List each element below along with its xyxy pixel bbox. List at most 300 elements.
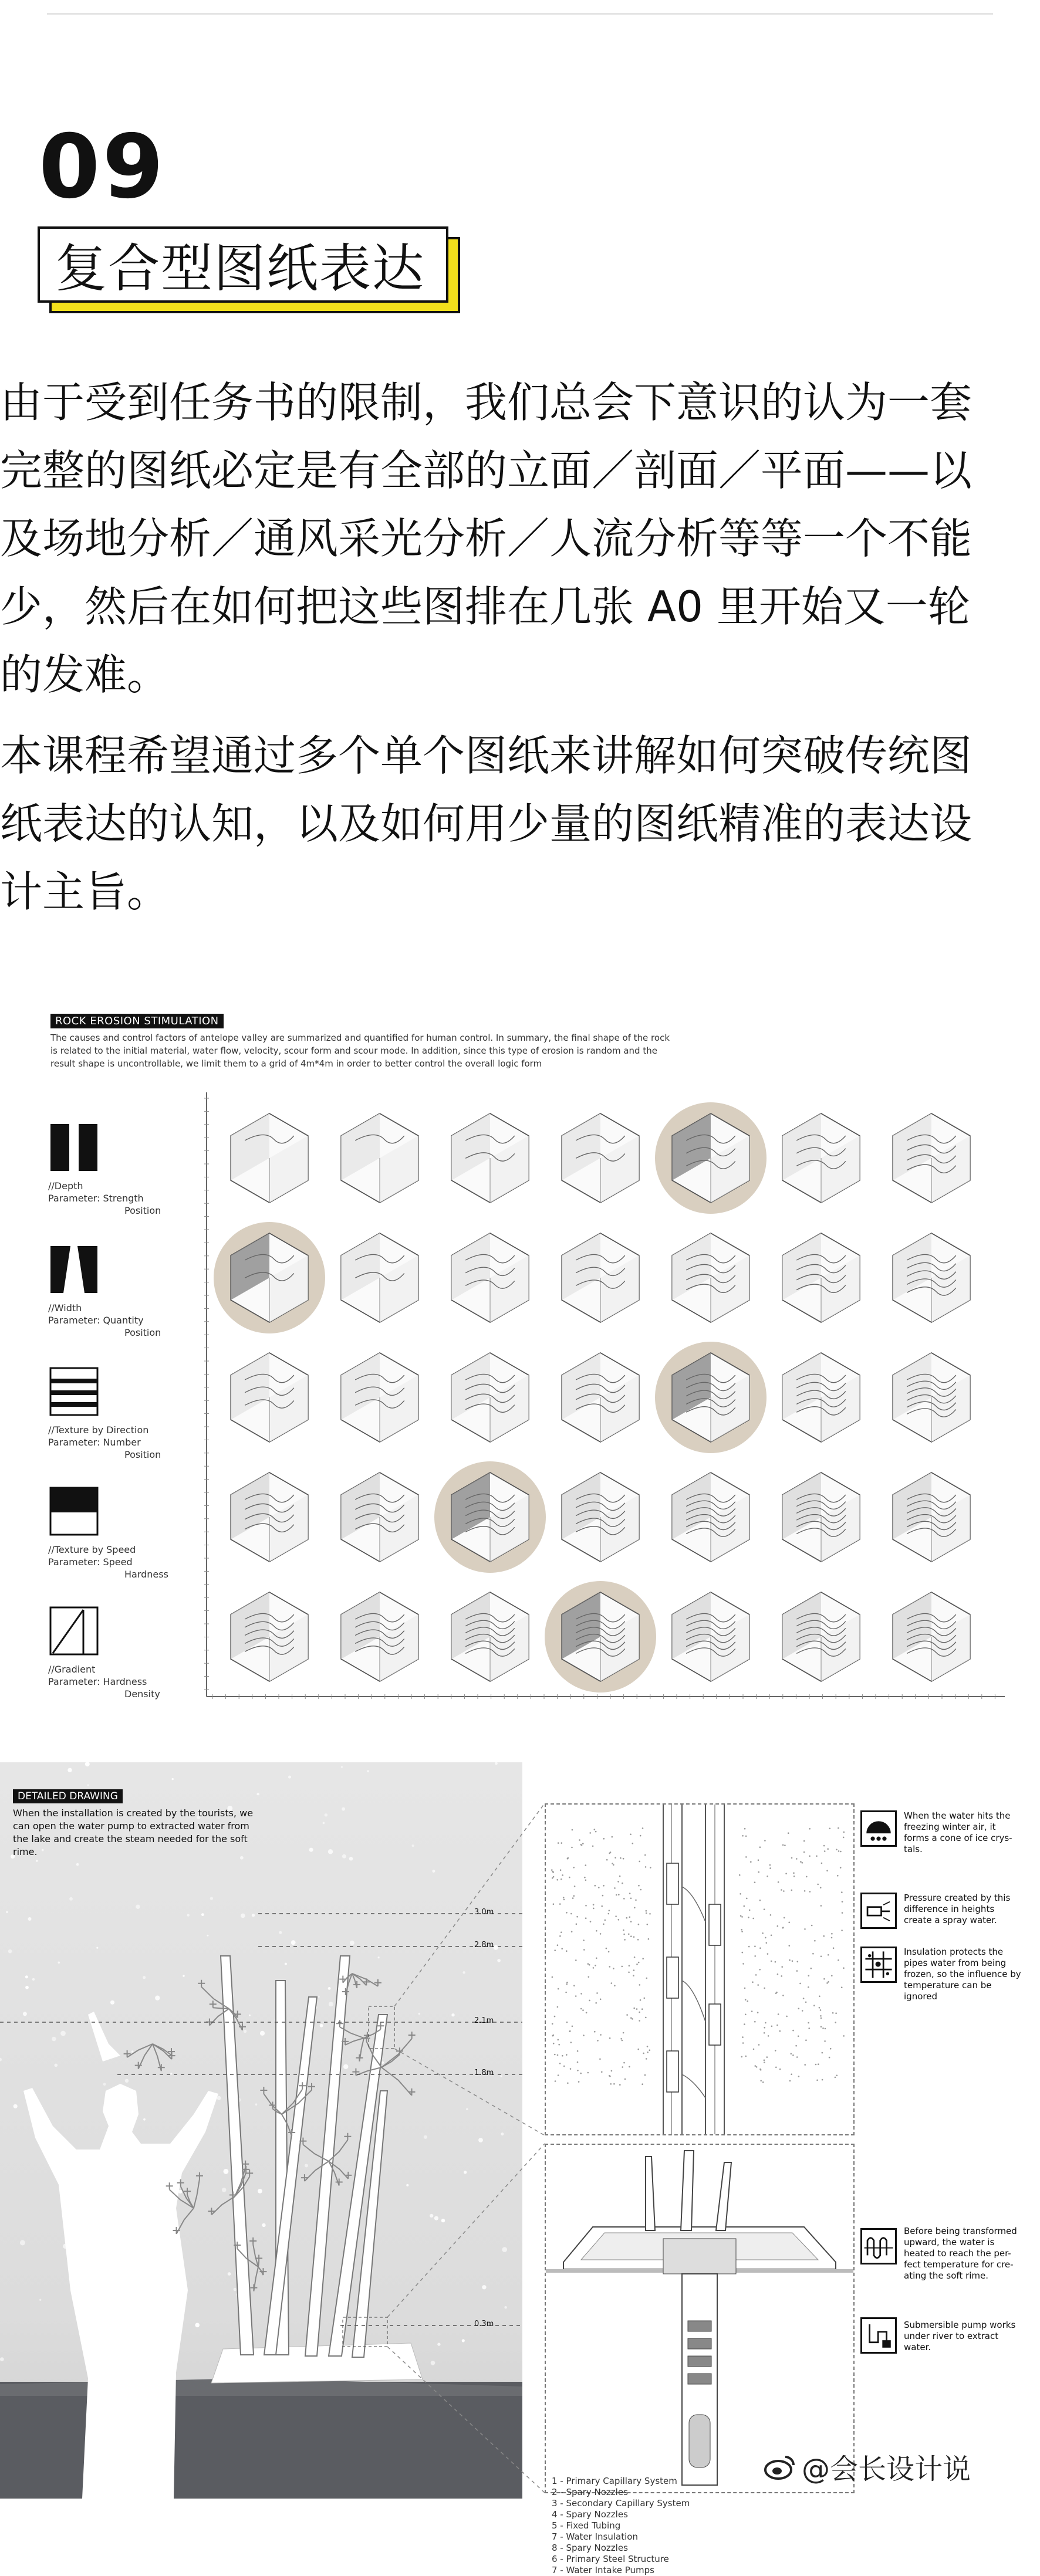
frost-speckle xyxy=(791,2053,792,2055)
figure-description: The causes and control factors of antelope valley are summarized and quantified for human control. In summary, the final shape of the rock is related to the initial material, water flow, velocity, scour form and scour mode. In addition, since this type of erosion is random and the result shape is uncontrollable, we limit them to a grid of 4m*4m in order to better control the overall logic form xyxy=(50,1033,670,1069)
frost-speckle xyxy=(796,1858,798,1860)
frost-speckle xyxy=(645,1866,647,1868)
frost-speckle xyxy=(615,1915,617,1917)
frost-speckle xyxy=(802,1862,803,1864)
frost-speckle xyxy=(561,1842,563,1844)
frost-speckle xyxy=(791,1890,793,1891)
frost-speckle xyxy=(646,1978,648,1979)
texture-speed-icon xyxy=(48,1485,100,1537)
frost-speckle xyxy=(824,1850,826,1852)
frost-speckle xyxy=(762,2081,764,2083)
frost-speckle xyxy=(781,1975,782,1977)
frost-speckle xyxy=(747,2000,748,2002)
frost-speckle xyxy=(776,2025,778,2026)
frost-speckle xyxy=(579,1839,580,1841)
frost-speckle xyxy=(782,1995,784,1996)
frost-speckle xyxy=(569,1877,570,1878)
frost-speckle xyxy=(785,1873,787,1874)
detailed-drawing-figure xyxy=(0,1762,1040,2575)
frost-speckle xyxy=(563,1897,565,1898)
hexagon-cell xyxy=(434,1461,546,1573)
paragraph-line: 完整的图纸必定是有全部的立面／剖面／平面——以 xyxy=(0,446,973,495)
frost-speckle xyxy=(559,1935,561,1937)
frost-speckle xyxy=(741,1929,742,1931)
gradient-icon xyxy=(48,1605,100,1657)
frost-speckle xyxy=(812,1953,814,1955)
frost-speckle xyxy=(740,1893,741,1895)
legend-line: Parameter: Number xyxy=(48,1437,141,1448)
frost-speckle xyxy=(630,1898,632,1900)
frost-speckle xyxy=(788,1922,790,1924)
frost-speckle xyxy=(646,1912,647,1914)
paragraph-line: 纸表达的认知，以及如何用少量的图纸精准的表达设 xyxy=(0,799,973,848)
hexagon-cell xyxy=(782,1353,860,1442)
hexagon-cell xyxy=(231,1473,308,1562)
hexagon-cell xyxy=(341,1353,418,1442)
frost-speckle xyxy=(814,1940,816,1942)
frost-speckle xyxy=(636,1964,638,1965)
frost-speckle xyxy=(590,1921,592,1922)
legend-line: Parameter: Strength xyxy=(48,1193,144,1204)
frost-speckle xyxy=(764,1988,765,1989)
legend-line: Parameter: Quantity xyxy=(48,1315,144,1326)
frost-speckle xyxy=(782,1844,784,1846)
frost-speckle xyxy=(842,1901,843,1903)
frost-speckle xyxy=(803,1998,805,1999)
frost-speckle xyxy=(808,1975,810,1977)
frost-speckle xyxy=(754,2021,756,2023)
frost-speckle xyxy=(798,2076,800,2077)
frost-speckle xyxy=(576,1923,578,1925)
frost-speckle xyxy=(842,1912,843,1914)
frost-speckle xyxy=(559,2063,561,2064)
frost-speckle xyxy=(570,2042,572,2043)
frost-speckle xyxy=(557,2006,559,2008)
depth-icon xyxy=(48,1122,100,1173)
frost-speckle xyxy=(618,1894,620,1895)
author-credit[interactable] xyxy=(764,2446,971,2487)
legend-line: Position xyxy=(124,1327,161,1338)
frost-speckle xyxy=(809,1828,811,1830)
frost-speckle xyxy=(557,2054,559,2056)
frost-speckle xyxy=(835,2012,837,2014)
legend-texture-speed xyxy=(48,1485,207,1580)
frost-speckle xyxy=(595,1831,597,1833)
frost-speckle xyxy=(779,2030,781,2032)
frost-speckle xyxy=(623,1934,625,1935)
legend-line: Parameter: Speed xyxy=(48,1556,133,1568)
frost-speckle xyxy=(637,2049,639,2050)
frost-speckle xyxy=(558,2039,559,2041)
hexagon-cell xyxy=(672,1592,749,1681)
frost-speckle xyxy=(573,1867,575,1868)
frost-speckle xyxy=(820,1905,822,1907)
frost-speckle xyxy=(587,2072,589,2074)
frost-speckle xyxy=(771,2026,773,2027)
frost-speckle xyxy=(768,2035,769,2037)
ice-cone-icon xyxy=(860,1810,897,1847)
frost-speckle xyxy=(748,1917,749,1918)
frost-speckle xyxy=(819,1996,820,1998)
frost-speckle xyxy=(762,1932,764,1934)
frost-speckle xyxy=(558,2044,560,2046)
frost-speckle xyxy=(614,1985,616,1987)
hexagon-cell xyxy=(451,1113,529,1203)
frost-speckle xyxy=(822,2079,823,2081)
frost-speckle xyxy=(596,1930,597,1932)
frost-speckle xyxy=(820,1956,822,1958)
drawing-title: DETAILED DRAWING xyxy=(13,1789,123,1803)
frost-speckle xyxy=(628,1934,630,1935)
frost-speckle xyxy=(802,2010,803,2012)
paragraph-line: 的发难。 xyxy=(0,650,170,699)
frost-speckle xyxy=(599,2059,601,2060)
frost-speckle xyxy=(824,2040,826,2042)
frost-speckle xyxy=(563,2066,565,2067)
frost-speckle xyxy=(639,1984,641,1986)
note-text: Before being transformed upward, the water is heated to reach the per-fect temperature for cre-ating the soft rime. xyxy=(904,2226,1017,2281)
frost-speckle xyxy=(821,1863,823,1864)
frost-speckle xyxy=(634,1956,636,1958)
frost-speckle xyxy=(820,2009,822,2011)
frost-speckle xyxy=(841,1986,843,1988)
frost-speckle xyxy=(764,2027,765,2029)
frost-speckle xyxy=(813,2005,815,2006)
frost-speckle xyxy=(764,2062,765,2063)
paragraph-line: 少，然后在如何把这些图排在几张 A0 里开始又一轮 xyxy=(0,582,970,631)
frost-speckle xyxy=(745,2056,747,2057)
frost-speckle xyxy=(600,2034,602,2036)
parts-item: 5 - Fixed Tubing xyxy=(552,2520,621,2531)
lower-detail-panel xyxy=(545,2144,855,2493)
frost-speckle xyxy=(798,2036,799,2037)
legend-line: Position xyxy=(124,1205,161,1216)
frost-speckle xyxy=(749,1910,751,1911)
frost-speckle xyxy=(831,1975,833,1977)
submersible-pump-icon xyxy=(860,2317,897,2354)
frost-speckle xyxy=(577,2062,579,2063)
frost-speckle xyxy=(552,1871,553,1873)
legend-depth xyxy=(48,1122,207,1217)
frost-speckle xyxy=(764,1840,766,1842)
frost-speckle xyxy=(629,1917,631,1918)
frost-speckle xyxy=(745,1836,747,1837)
frost-speckle xyxy=(742,1835,744,1837)
frost-speckle xyxy=(792,2054,794,2056)
frost-speckle xyxy=(823,1845,825,1847)
frost-speckle xyxy=(640,1835,641,1837)
frost-speckle xyxy=(792,2030,794,2032)
frost-speckle xyxy=(841,1891,843,1893)
frost-speckle xyxy=(791,1857,793,1859)
frost-speckle xyxy=(840,1851,842,1853)
legend-texture-direction xyxy=(48,1366,207,1461)
frost-speckle xyxy=(792,1960,793,1962)
frost-speckle xyxy=(838,1850,840,1852)
frost-speckle xyxy=(755,1974,757,1976)
frost-speckle xyxy=(764,2059,765,2061)
hexagon-cell xyxy=(893,1113,970,1203)
frost-speckle xyxy=(552,1976,553,1978)
frost-speckle xyxy=(594,2031,596,2033)
hexagon-cell xyxy=(893,1233,970,1322)
legend-line: Density xyxy=(124,1688,160,1700)
frost-speckle xyxy=(796,1970,798,1972)
frost-speckle xyxy=(593,1904,595,1905)
frost-speckle xyxy=(551,1869,553,1871)
frost-speckle xyxy=(826,1870,828,1872)
frost-speckle xyxy=(606,1859,608,1861)
legend-line: //Width xyxy=(48,1302,82,1314)
paragraph-1 xyxy=(0,368,1040,709)
frost-speckle xyxy=(832,2012,834,2014)
frost-speckle xyxy=(589,2000,590,2002)
frost-speckle xyxy=(766,1942,768,1944)
frost-speckle xyxy=(789,2080,791,2082)
hexagon-cell xyxy=(782,1473,860,1562)
frost-speckle xyxy=(781,1889,782,1891)
frost-speckle xyxy=(811,1925,813,1927)
frost-speckle xyxy=(793,1872,795,1874)
frost-speckle xyxy=(552,1877,553,1879)
frost-speckle xyxy=(643,2053,644,2054)
frost-speckle xyxy=(836,1849,838,1851)
parts-item: 1 - Primary Capillary System xyxy=(552,2476,677,2486)
frost-speckle xyxy=(572,1897,574,1899)
top-divider xyxy=(47,13,993,15)
height-label: 3.0m xyxy=(474,1908,494,1917)
frost-speckle xyxy=(769,1867,771,1869)
frost-speckle xyxy=(554,2016,556,2018)
frost-speckle xyxy=(767,1953,769,1955)
frost-speckle xyxy=(778,2013,779,2015)
frost-speckle xyxy=(553,2043,555,2044)
frost-speckle xyxy=(795,2045,797,2047)
hexagon-cell xyxy=(562,1473,639,1562)
frost-speckle xyxy=(764,2032,765,2034)
rock-erosion-figure xyxy=(42,1004,1005,1720)
hexagon-cell xyxy=(562,1113,639,1203)
frost-speckle xyxy=(597,2040,599,2042)
frost-speckle xyxy=(609,1966,611,1968)
note-text: When the water hits the freezing winter air, it forms a cone of ice crys-tals. xyxy=(904,1810,1012,1854)
frost-speckle xyxy=(638,1924,640,1925)
frost-speckle xyxy=(582,1843,584,1844)
frost-speckle xyxy=(829,2057,830,2059)
frost-speckle xyxy=(608,1913,610,1915)
frost-speckle xyxy=(575,1959,577,1961)
frost-speckle xyxy=(811,1968,812,1969)
frost-speckle xyxy=(765,2022,767,2024)
hexagon-cell xyxy=(231,1592,308,1681)
frost-speckle xyxy=(555,2080,556,2082)
frost-speckle xyxy=(823,1935,825,1937)
frost-speckle xyxy=(583,1939,585,1941)
frost-speckle xyxy=(582,2009,584,2011)
frost-speckle xyxy=(777,1974,779,1975)
frost-speckle xyxy=(789,1945,791,1947)
frost-speckle xyxy=(595,2002,597,2004)
frost-speckle xyxy=(600,1999,602,2000)
frost-speckle xyxy=(608,1951,610,1953)
frost-speckle xyxy=(808,2027,810,2029)
parts-item: 7 - Water Insulation xyxy=(552,2531,638,2542)
frost-speckle xyxy=(562,1874,563,1876)
frost-speckle xyxy=(601,1905,603,1907)
frost-speckle xyxy=(558,1842,559,1844)
frost-speckle xyxy=(779,2069,781,2070)
frost-speckle xyxy=(781,1966,783,1968)
legend-line: Parameter: Hardness xyxy=(48,1676,147,1687)
frost-speckle xyxy=(808,2022,809,2024)
frost-speckle xyxy=(808,1986,809,1988)
heating-coil-icon xyxy=(860,2228,897,2264)
hexagon-cell xyxy=(782,1592,860,1681)
frost-speckle xyxy=(568,1857,569,1859)
frost-speckle xyxy=(820,2015,822,2017)
hexagon-cell xyxy=(672,1233,749,1322)
frost-speckle xyxy=(833,1947,835,1949)
frost-speckle xyxy=(592,1846,594,1847)
height-label: 2.8m xyxy=(474,1941,494,1949)
frost-speckle xyxy=(741,2056,743,2058)
frost-speckle xyxy=(622,1883,623,1884)
frost-speckle xyxy=(820,2018,822,2019)
frost-speckle xyxy=(767,1876,768,1877)
frost-speckle xyxy=(630,1834,632,1836)
frost-speckle xyxy=(619,2084,621,2086)
pump-detail-lower xyxy=(546,2145,853,2492)
hexagon-cell xyxy=(893,1353,970,1442)
frost-speckle xyxy=(583,1949,585,1951)
frost-speckle xyxy=(553,1876,555,1878)
frost-speckle xyxy=(632,2018,633,2020)
frost-speckle xyxy=(630,2017,632,2019)
frost-speckle xyxy=(577,2050,579,2052)
frost-speckle xyxy=(739,1874,741,1876)
frost-speckle xyxy=(609,1910,610,1911)
frost-speckle xyxy=(639,2012,640,2013)
parts-item: 6 - Primary Steel Structure xyxy=(552,2554,669,2564)
frost-speckle xyxy=(619,1876,621,1877)
frost-speckle xyxy=(748,1946,750,1948)
frost-speckle xyxy=(589,1832,591,1834)
frost-speckle xyxy=(640,1999,641,2001)
frost-speckle xyxy=(741,1916,743,1918)
frost-speckle xyxy=(598,1887,600,1888)
weibo-icon xyxy=(764,2453,796,2480)
frost-speckle xyxy=(784,1917,785,1919)
frost-speckle xyxy=(585,1864,587,1866)
frost-speckle xyxy=(560,1878,562,1880)
frost-speckle xyxy=(635,1900,637,1901)
frost-speckle xyxy=(741,1931,743,1932)
frost-speckle xyxy=(566,1982,568,1983)
frost-speckle xyxy=(626,1917,628,1919)
hexagon-cell xyxy=(341,1233,418,1322)
frost-speckle xyxy=(594,1829,596,1830)
frost-speckle xyxy=(634,1907,636,1909)
frost-speckle xyxy=(586,2012,587,2014)
figure-title: ROCK EROSION STIMULATION xyxy=(50,1014,224,1028)
legend-line: //Texture by Speed xyxy=(48,1544,136,1555)
frost-speckle xyxy=(745,1999,747,2000)
frost-speckle xyxy=(760,2069,762,2071)
paragraph-line: 由于受到任务书的限制，我们总会下意识的认为一套 xyxy=(0,378,973,427)
frost-speckle xyxy=(784,1844,786,1846)
parts-item: 3 - Secondary Capillary System xyxy=(552,2498,690,2509)
frost-speckle xyxy=(593,1967,595,1969)
frost-speckle xyxy=(823,1978,825,1980)
frost-speckle xyxy=(746,1898,748,1900)
frost-speckle xyxy=(569,2030,571,2032)
frost-speckle xyxy=(630,1935,632,1937)
frost-speckle xyxy=(618,1919,620,1921)
frost-speckle xyxy=(566,1912,568,1914)
frost-speckle xyxy=(605,1920,606,1921)
frost-speckle xyxy=(561,1948,563,1949)
frost-speckle xyxy=(825,2028,826,2030)
frost-speckle xyxy=(835,2022,836,2023)
frost-speckle xyxy=(759,1846,761,1848)
frost-speckle xyxy=(752,1981,754,1983)
upper-detail-panel xyxy=(545,1803,855,2135)
frost-speckle xyxy=(595,1965,596,1966)
frost-speckle xyxy=(646,1910,647,1912)
frost-speckle xyxy=(611,1982,613,1984)
frost-speckle xyxy=(620,2038,622,2040)
frost-speckle xyxy=(778,1881,779,1883)
frost-speckle xyxy=(827,1848,829,1850)
frost-speckle xyxy=(809,1891,811,1893)
frost-speckle xyxy=(799,1983,801,1985)
parts-item: 8 - Spary Nozzles xyxy=(552,2543,628,2553)
frost-speckle xyxy=(837,1875,839,1877)
frost-speckle xyxy=(585,1917,587,1919)
frost-speckle xyxy=(650,1867,651,1868)
frost-speckle xyxy=(559,1903,561,1905)
legend-line: //Depth xyxy=(48,1180,83,1191)
frost-speckle xyxy=(588,1976,590,1978)
frost-speckle xyxy=(572,1829,573,1831)
frost-speckle xyxy=(639,1861,640,1863)
frost-speckle xyxy=(782,1927,784,1929)
frost-speckle xyxy=(558,1988,559,1990)
frost-speckle xyxy=(753,2049,755,2050)
paragraph-2 xyxy=(0,722,1040,926)
frost-speckle xyxy=(566,2054,568,2056)
frost-speckle xyxy=(797,1961,799,1963)
frost-speckle xyxy=(791,2074,792,2076)
frost-speckle xyxy=(745,2014,747,2016)
height-label: 0.3m xyxy=(474,2320,494,2328)
frost-speckle xyxy=(744,1988,746,1989)
frost-speckle xyxy=(786,2016,788,2018)
frost-speckle xyxy=(552,2023,553,2025)
paragraph-line: 计主旨。 xyxy=(0,867,170,916)
frost-speckle xyxy=(571,1847,573,1849)
hexagon-cell xyxy=(341,1592,418,1681)
frost-speckle xyxy=(622,1966,623,1968)
frost-speckle xyxy=(580,2073,582,2074)
parts-item: 2 - Spary Nozzles xyxy=(552,2487,628,2497)
frost-speckle xyxy=(558,2074,559,2076)
frost-speckle xyxy=(626,2014,628,2016)
frost-speckle xyxy=(629,1965,630,1967)
frost-speckle xyxy=(788,1832,789,1834)
frost-speckle xyxy=(623,2062,625,2064)
frost-speckle xyxy=(742,2042,744,2044)
